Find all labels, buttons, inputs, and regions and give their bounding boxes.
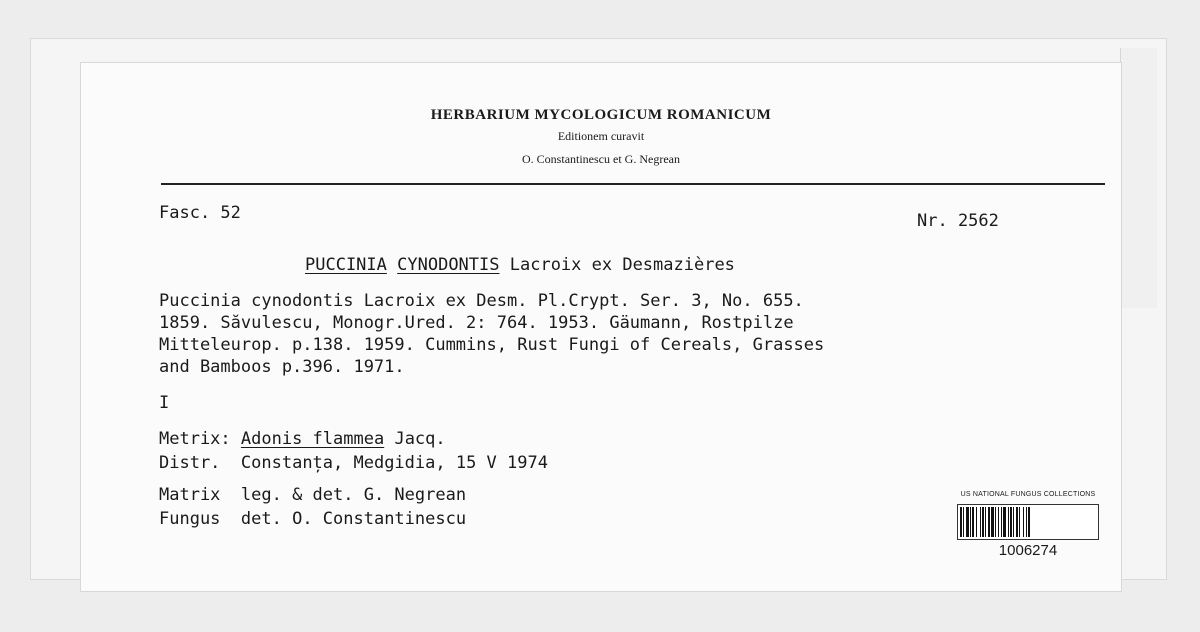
collector-label: Fungus (159, 509, 221, 529)
sheet-folder-edge (1120, 48, 1157, 308)
distribution-line (159, 453, 548, 473)
citation-line: Mitteleurop. p.138. 1959. Cummins, Rust Fungi of Cereals, Grasses (159, 335, 825, 355)
barcode-number: 1006274 (998, 542, 1058, 559)
collector-line (159, 509, 466, 529)
exsiccata-number: Nr. 2562 (917, 211, 999, 231)
collector-label: Matrix (159, 485, 221, 505)
header-subtitle: Editionem curavit (557, 129, 645, 143)
label-header (81, 107, 1121, 167)
matrix-line (159, 429, 446, 449)
distr-label: Distr. (159, 453, 221, 473)
header-editors: O. Constantinescu et G. Negrean (522, 152, 680, 166)
distr-value: Constanța, Medgidia, 15 V 1974 (240, 453, 548, 473)
herbarium-title: HERBARIUM MYCOLOGICUM ROMANICUM (430, 107, 772, 123)
taxon-species: CYNODONTIS (397, 255, 500, 275)
taxon-genus: PUCCINIA (305, 255, 387, 275)
collector-value: det. O. Constantinescu (240, 509, 467, 529)
collector-line (159, 485, 466, 505)
barcode-institution: US NATIONAL FUNGUS COLLECTIONS (960, 491, 1096, 498)
taxon-name (305, 255, 735, 275)
citation-line: and Bamboos p.396. 1971. (159, 357, 405, 377)
matrix-label: Metrix: (159, 429, 231, 449)
fascicle-number: Fasc. 52 (159, 203, 241, 223)
specimen-label (80, 62, 1122, 592)
citation-line: Puccinia cynodontis Lacroix ex Desm. Pl.Crypt. Ser. 3, No. 655. (159, 291, 804, 311)
barcode-bars (957, 504, 1099, 540)
matrix-authority: Jacq. (394, 429, 446, 449)
taxon-authority: Lacroix ex Desmazières (509, 255, 735, 275)
matrix-host: Adonis flammea (240, 429, 385, 449)
collector-value: leg. & det. G. Negrean (240, 485, 467, 505)
header-divider (161, 183, 1105, 185)
barcode-label (953, 491, 1103, 559)
citation-line: 1859. Săvulescu, Monogr.Ured. 2: 764. 1953. Gäumann, Rostpilze (159, 313, 794, 333)
spore-stage: I (159, 393, 170, 413)
